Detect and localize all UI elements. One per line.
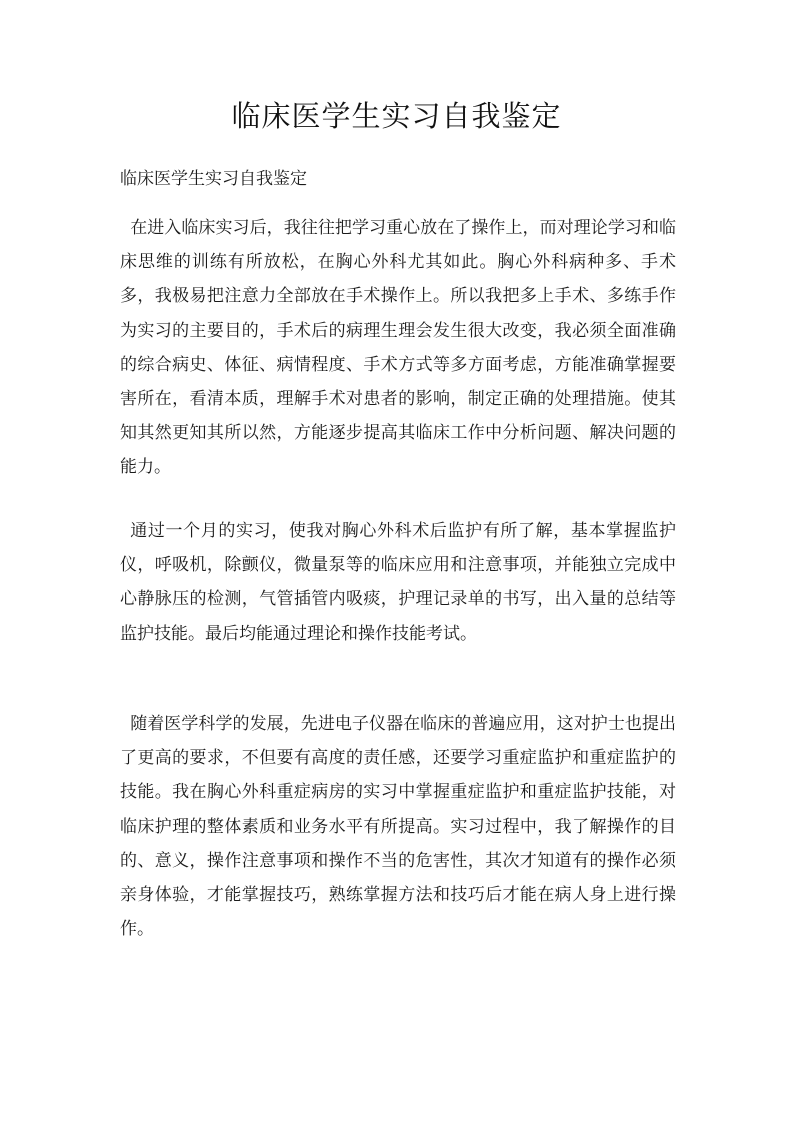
body-paragraph: 随着医学科学的发展，先进电子仪器在临床的普遍应用，这对护士也提出了更高的要求，不但要有高度的责任感，还要学习重症监护和重症监护的技能。我在胸心外科重症病房的实习中掌握重症监护和重症监护技能，对临床护理的整体素质和业务水平有所提高。实习过程中，我了解操作的目的、意义，操作注意事项和操作不当的危害性，其次才知道有的操作必须亲身体验，才能掌握技巧，熟练掌握方法和技巧后才能在病人身上进行操作。 (120, 714, 676, 940)
body-paragraph: 通过一个月的实习，使我对胸心外科术后监护有所了解，基本掌握监护仪，呼吸机，除颤仪，微量泵等的临床应用和注意事项，并能独立完成中心静脉压的检测，气管插管内吸痰，护理记录单的书写，出入量的总结等监护技能。最后均能通过理论和操作技能考试。 (120, 521, 676, 644)
document-subtitle: 临床医学生实习自我鉴定 (120, 169, 307, 189)
body-paragraph: 在进入临床实习后，我往往把学习重心放在了操作上，而对理论学习和临床思维的训练有所放松，在胸心外科尤其如此。胸心外科病种多、手术多，我极易把注意力全部放在手术操作上。所以我把多上手术、多练手作为实习的主要目的，手术后的病理生理会发生很大改变，我必须全面准确的综合病史、体征、病情程度、手术方式等多方面考虑，方能准确掌握要害所在，看清本质，理解手术对患者的影响，制定正确的处理措施。使其知其然更知其所以然，方能逐步提高其临床工作中分析问题、解决问题的能力。 (120, 218, 676, 478)
document-title: 临床医学生实习自我鉴定 (231, 99, 562, 133)
